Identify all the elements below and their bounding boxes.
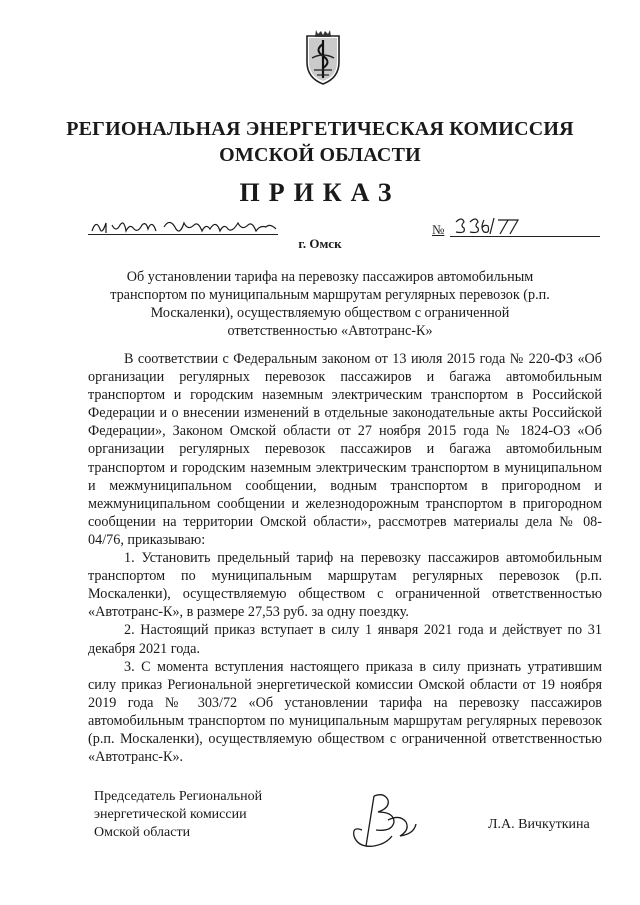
- document-city: г. Омск: [298, 236, 342, 251]
- number-underline: [450, 236, 600, 237]
- date-underline: [88, 234, 278, 235]
- signatory-title-line3: Омской области: [94, 825, 191, 840]
- signatory-name: Л.А. Вичкуткина: [488, 817, 590, 832]
- document-subject: Об установлении тарифа на перевозку пассажиров автомобильным транспортом по муниципальным маршрутам регулярных перевозок (р.п. Москаленки), осуществляемую обществом с ограниченной ответственностью «Автотранс-К»: [110, 269, 550, 339]
- coat-of-arms-icon: [304, 28, 342, 86]
- document-title: ПРИКАЗ: [239, 178, 401, 207]
- signatory-title: [94, 788, 262, 842]
- signature-icon: [344, 790, 420, 854]
- clause-3-paragraph: 3. С момента вступления настоящего приказа в силу признать утратившим силу приказ Региональной энергетической комиссии Омской области от 19 ноября 2019 года № 303/72 «Об установлении тарифа на перевозку пассажиров автомобильным транспортом по муниципальным маршрутам регулярных перевозок (р.п. Москаленки), осуществляемую обществом с ограниченной ответственностью «Автотранс-К».: [88, 658, 602, 766]
- organization-name-line1: РЕГИОНАЛЬНАЯ ЭНЕРГЕТИЧЕСКАЯ КОМИССИЯ: [66, 118, 574, 140]
- signatory-title-line1: Председатель Региональной: [94, 789, 263, 804]
- handwritten-number: [452, 214, 522, 236]
- number-label: №: [432, 222, 445, 237]
- organization-name-line2: ОМСКОЙ ОБЛАСТИ: [219, 144, 421, 166]
- clause-1-paragraph: 1. Установить предельный тариф на перевозку пассажиров автомобильным транспортом по муниципальным маршрутам регулярных перевозок (р.п. Москаленки), осуществляемую обществом с ограниченной ответственностью «Автотранс-К», в размере 27,53 руб. за одну поездку.: [88, 550, 602, 621]
- signatory-title-line2: энергетической комиссии: [94, 807, 247, 822]
- clause-2-paragraph: 2. Настоящий приказ вступает в силу 1 января 2021 года и действует по 31 декабря 2021 года.: [88, 622, 602, 657]
- document-body: [88, 350, 602, 766]
- preamble-paragraph: В соответствии с Федеральным законом от 13 июля 2015 года № 220-ФЗ «Об организации регулярных перевозок пассажиров и багажа автомобильным транспортом и городским наземным электрическим транспортом в Российской Федерации и о внесении изменений в отдельные законодательные акты Российской Федерации», Законом Омской области от 27 ноября 2015 года № 1824-ОЗ «Об организации регулярных перевозок пассажиров и багажа автомобильным транспортом и городским наземным электрическим транспортом в муниципальном и межмуниципальном сообщении, водным транспортом в пригородном и межмуниципальном сообщении и железнодорожным транспортом в пригородном сообщении на территории Омской области», рассмотрев материалы дела № 08-04/76, приказываю:: [88, 351, 602, 548]
